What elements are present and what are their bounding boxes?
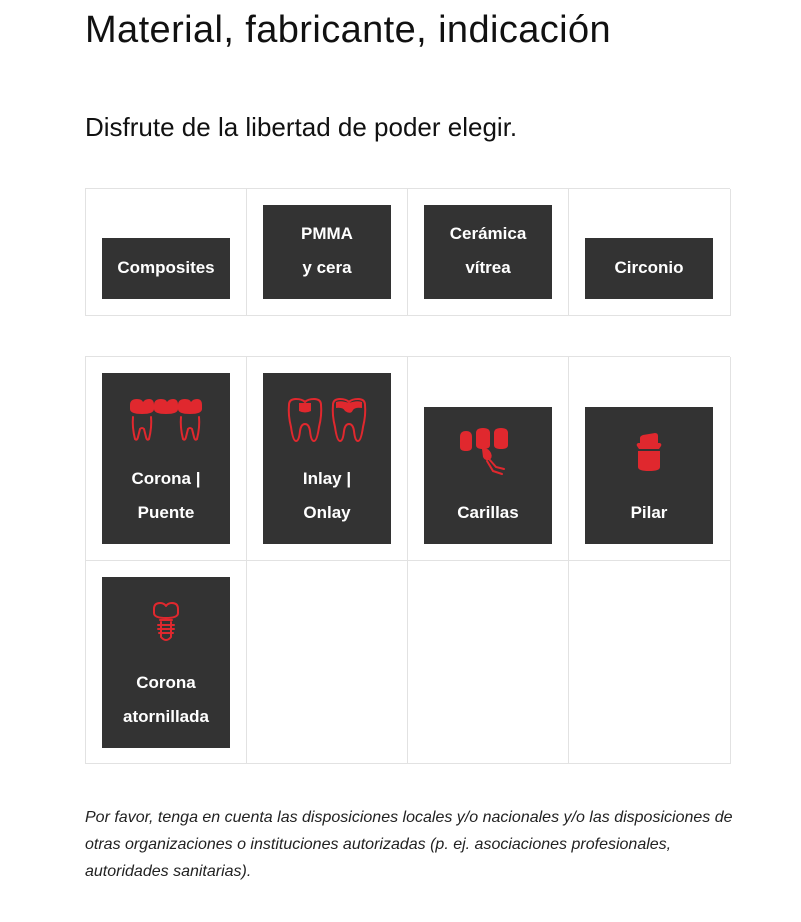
crown-bridge-icon — [102, 397, 230, 443]
material-label: y cera — [302, 258, 352, 277]
empty-cell — [247, 561, 408, 764]
materials-cell — [569, 189, 731, 316]
page-subtitle: Disfrute de la libertad de poder elegir. — [85, 112, 518, 142]
materials-cell — [408, 189, 569, 316]
indication-abutment-button[interactable] — [585, 407, 713, 544]
material-label: Cerámica — [449, 224, 527, 243]
material-glass-ceramic-button[interactable] — [424, 205, 552, 299]
indication-crown-bridge-button[interactable] — [102, 373, 230, 544]
indication-label: Inlay | — [302, 469, 352, 488]
empty-cell — [569, 561, 731, 764]
material-label: Composites — [117, 258, 215, 277]
indications-cell — [569, 357, 731, 561]
indication-label: Pilar — [630, 503, 668, 522]
indication-label: Carillas — [457, 503, 519, 522]
indications-grid — [85, 356, 730, 764]
indication-label: Corona — [136, 673, 196, 692]
materials-cell — [86, 189, 247, 316]
page-title: Material, fabricante, indicación — [85, 9, 612, 51]
indication-inlay-onlay-button[interactable] — [263, 373, 391, 544]
empty-cell — [408, 561, 569, 764]
veneers-icon — [424, 427, 552, 477]
indication-screw-retained-crown-button[interactable] — [102, 577, 230, 748]
inlay-onlay-icon — [263, 397, 391, 445]
materials-grid — [85, 188, 730, 316]
material-zirconia-button[interactable] — [585, 238, 713, 299]
disclaimer-text: Por favor, tenga en cuenta las disposiciones locales y/o nacionales y/o las disposiciones de otras organizaciones o instituciones autorizadas (p. ej. asociaciones profesionales, autoridades sanitarias). — [85, 809, 733, 880]
material-label: PMMA — [301, 224, 353, 243]
material-label: vítrea — [465, 258, 511, 277]
screw-retained-crown-icon — [102, 601, 230, 645]
indication-veneers-button[interactable] — [424, 407, 552, 544]
material-pmma-wax-button[interactable] — [263, 205, 391, 299]
indication-label: Corona | — [131, 469, 201, 488]
material-composites-button[interactable] — [102, 238, 230, 299]
abutment-icon — [585, 433, 713, 473]
indications-cell — [86, 561, 247, 764]
indications-cell — [408, 357, 569, 561]
materials-cell — [247, 189, 408, 316]
indications-cell — [247, 357, 408, 561]
indication-label: Puente — [137, 503, 195, 522]
indications-cell — [86, 357, 247, 561]
material-label: Circonio — [614, 258, 684, 277]
indication-label: atornillada — [123, 707, 209, 726]
indication-label: Onlay — [303, 503, 351, 522]
